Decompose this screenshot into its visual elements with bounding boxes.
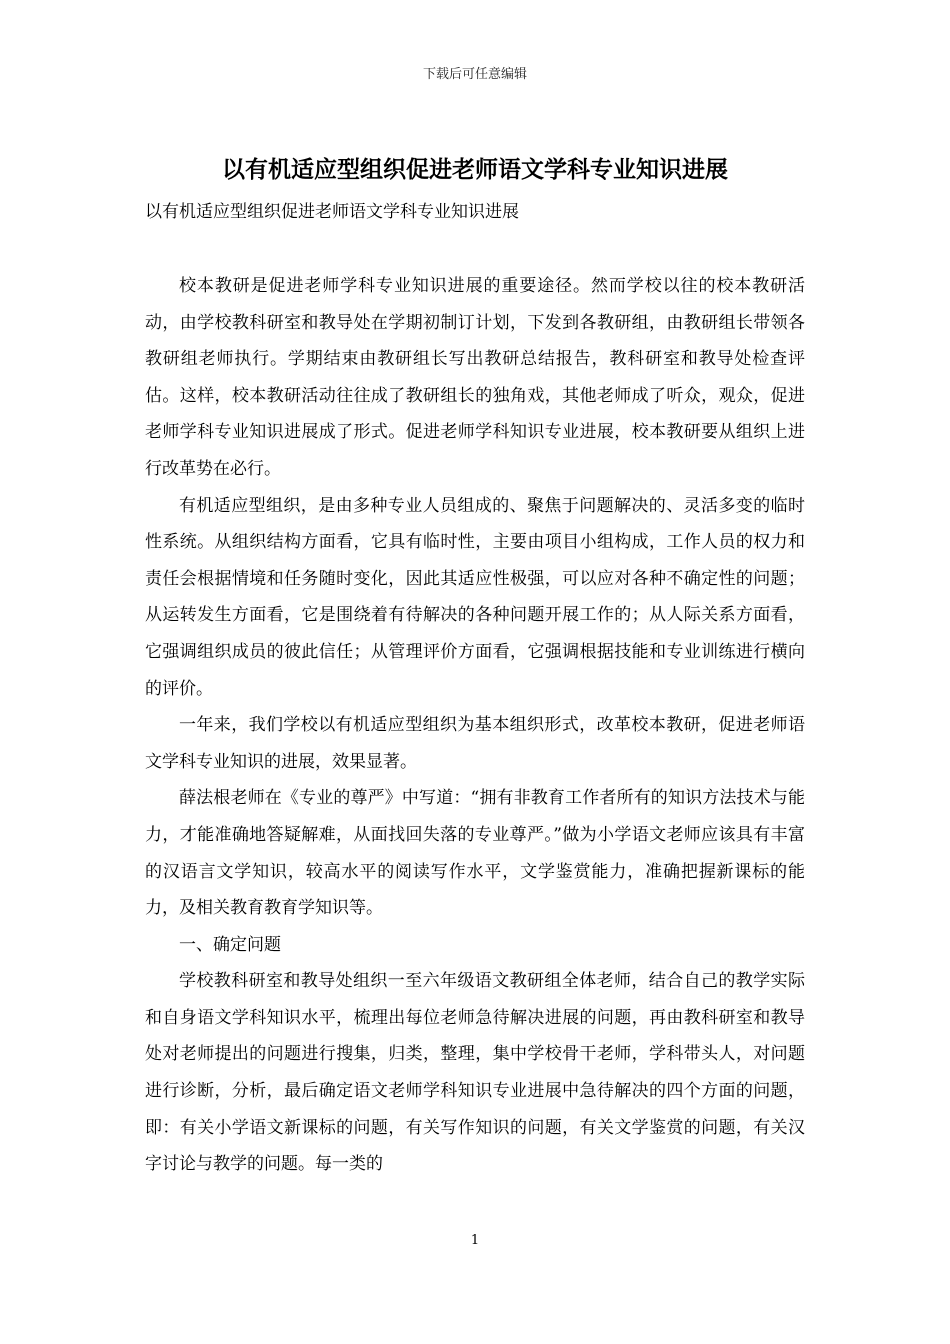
document-subtitle: 以有机适应型组织促进老师语文学科专业知识进展: [145, 202, 519, 222]
body-paragraph: 有机适应型组织，是由多种专业人员组成的、聚焦于问题解决的、灵活多变的临时性系统。从组织结构方面看，它具有临时性，主要由项目小组构成，工作人员的权力和责任会根据情境和任务随时变化，因此其适应性极强，可以应对各种不确定性的问题；从运转发生方面看，它是围绕着有待解决的各种问题开展工作的；从人际关系方面看，它强调组织成员的彼此信任；从管理评价方面看，它强调根据技能和专业训练进行横向的评价。: [145, 495, 805, 699]
body-paragraph: 学校教科研室和教导处组织一至六年级语文教研组全体老师，结合自己的教学实际和自身语文学科知识水平，梳理出每位老师急待解决进展的问题，再由教科研室和教导处对老师提出的问题进行搜集，归类，整理，集中学校骨干老师，学科带头人，对问题进行诊断，分析，最后确定语文老师学科知识专业进展中急待解决的四个方面的问题，即：有关小学语文新课标的问题，有关写作知识的问题，有关文学鉴赏的问题，有关汉字讨论与教学的问题。每一类的: [145, 971, 805, 1175]
section-heading: 一、确定问题: [179, 934, 281, 955]
body-paragraph: 一年来，我们学校以有机适应型组织为基本组织形式，改革校本教研，促进老师语文学科专业知识的进展，效果显著。: [145, 715, 805, 772]
body-paragraph: 校本教研是促进老师学科专业知识进展的重要途径。然而学校以往的校本教研活动，由学校教科研室和教导处在学期初制订计划，下发到各教研组，由教研组长带领各教研组老师执行。学期结束由教研组长写出教研总结报告，教科研室和教导处检查评估。这样，校本教研活动往往成了教研组长的独角戏，其他老师成了听众，观众，促进老师学科专业知识进展成了形式。促进老师学科知识专业进展，校本教研要从组织上进行改革势在必行。: [145, 276, 805, 479]
page-number: 1: [470, 1233, 480, 1248]
document-title: 以有机适应型组织促进老师语文学科专业知识进展: [222, 156, 728, 183]
body-paragraph: 薛法根老师在《专业的尊严》中写道：“拥有非教育工作者所有的知识方法技术与能力，才能准确地答疑解难，从面找回失落的专业尊严。”做为小学语文老师应该具有丰富的汉语言文学知识，较高水平的阅读写作水平，文学鉴赏能力，准确把握新课标的能力，及相关教育教育学知识等。: [145, 788, 805, 919]
document-body: [145, 268, 805, 1183]
page-header-note: 下载后可任意编辑: [422, 67, 527, 82]
